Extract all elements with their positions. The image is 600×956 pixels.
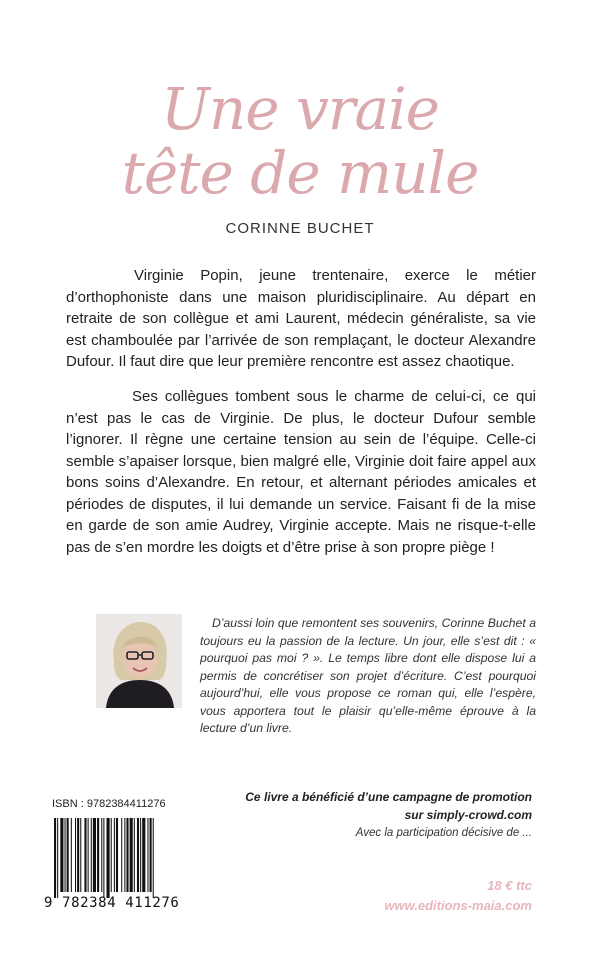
promotion-notice xyxy=(245,788,532,824)
promotion-line-1: Ce livre a bénéficié d’une campagne de promotion xyxy=(245,790,532,804)
author-portrait-icon xyxy=(96,614,182,708)
barcode-icon xyxy=(52,818,185,898)
promotion-line-2: sur simply-crowd.com xyxy=(404,808,532,822)
author-name: CORINNE BUCHET xyxy=(225,220,375,237)
author-photo xyxy=(96,614,182,708)
summary-paragraph-1: Virginie Popin, jeune trentenaire, exerce le métier d’orthophoniste dans une maison pluridisciplinaire. Au départ en retraite de son collègue et ami Laurent, médecin généraliste, sa vie est chamboulée par l’arrivée de son remplaçant, le docteur Alexandre Dufour. Il faut dire que leur première rencontre est assez chaotique. xyxy=(66,267,536,370)
book-price: 18 € ttc xyxy=(487,878,532,893)
author-biography: D’aussi loin que remontent ses souvenirs, Corinne Buchet a toujours eu la passion de la lecture. Un jour, elle s’est dit : « pourquoi pas moi ? ». Le temps libre dont elle dispose lui a permis de concrétiser son projet d’écriture. C’est pourquoi aujourd’hui, elle vous propose ce roman qui, elle l’espère, vous apportera tout le plaisir qu’elle-même éprouve à la lecture d’un livre. xyxy=(200,616,536,735)
publisher-website[interactable]: www.editions-maia.com xyxy=(384,898,532,913)
participation-note: Avec la participation décisive de ... xyxy=(355,827,532,839)
summary-paragraph-2: Ses collègues tombent sous le charme de celui-ci, ce qui n’est pas le cas de Virginie. De plus, le docteur Dufour semble l’ignorer. Il règne une certaine tension au sein de l’équipe. Celle-ci semble s’apaiser lorsque, bien malgré elle, Virginie doit faire appel aux bons soins d’Alexandre. En retour, et alternant périodes amicales et périodes de disputes, il lui demande un service. Faisant fi de la mise en garde de son amie Audrey, Virginie accepte. Mais ne risque-t-elle pas de s’en mordre les doigts et d’être prise à son propre piège ! xyxy=(66,388,536,556)
barcode-digits: 9 782384 411276 xyxy=(44,895,180,911)
isbn-label: ISBN : 9782384411276 xyxy=(52,798,166,810)
book-title-line1: Une vraie xyxy=(161,75,439,143)
book-title-line2: tête de mule xyxy=(121,139,479,207)
